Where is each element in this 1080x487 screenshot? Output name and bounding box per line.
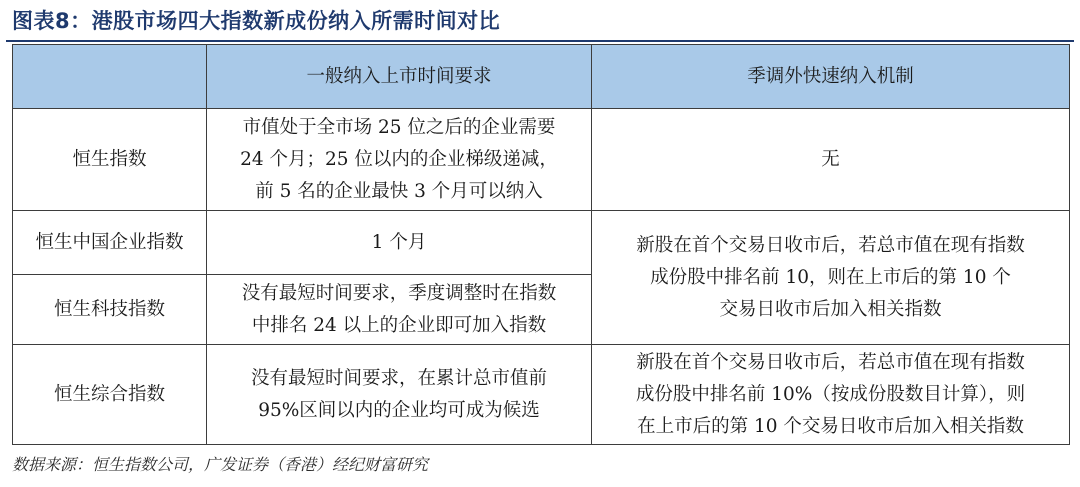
requirement-line: 没有最短时间要求，季度调整时在指数 <box>241 282 557 304</box>
index-name-cell: 恒生科技指数 <box>13 275 207 345</box>
fast-track-line: 交易日收市后加入相关指数 <box>719 298 942 320</box>
header-cell-fast-track: 季调外快速纳入机制 <box>592 45 1070 109</box>
requirement-line: 中排名 24 以上的企业即可加入指数 <box>251 314 547 336</box>
index-name-cell: 恒生指数 <box>13 109 207 211</box>
requirement-cell <box>207 345 592 445</box>
fast-track-line: 成份股中排名前 10，则在上市后的第 10 个 <box>650 266 1011 288</box>
fast-track-line: 在上市后的第 10 个交易日收市后加入相关指数 <box>637 415 1024 437</box>
title-divider <box>6 40 1074 42</box>
fast-track-line: 无 <box>821 148 840 170</box>
requirement-line: 市值处于全市场 25 位之后的企业需要 <box>242 116 556 138</box>
table-header-row <box>13 45 1070 109</box>
index-name-cell: 恒生中国企业指数 <box>13 211 207 275</box>
fast-track-cell <box>592 109 1070 211</box>
fast-track-line: 新股在首个交易日收市后，若总市值在现有指数 <box>636 351 1025 373</box>
source-note: 数据来源：恒生指数公司，广发证券（香港）经纪财富研究 <box>12 455 429 474</box>
requirement-line: 95%区间以内的企业均可成为候选 <box>258 399 540 421</box>
figure-title: 图表8：港股市场四大指数新成份纳入所需时间对比 <box>12 9 501 33</box>
requirement-cell <box>207 211 592 275</box>
fast-track-cell <box>592 345 1070 445</box>
index-comparison-table <box>12 44 1070 445</box>
header-cell-index <box>13 45 207 109</box>
requirement-cell <box>207 275 592 345</box>
requirement-cell <box>207 109 592 211</box>
requirement-line: 24 个月；25 位以内的企业梯级递减， <box>240 148 558 170</box>
requirement-line: 没有最短时间要求，在累计总市值前 <box>250 367 547 389</box>
requirement-line: 1 个月 <box>371 231 427 253</box>
header-cell-requirement: 一般纳入上市时间要求 <box>207 45 592 109</box>
table-row-hscei <box>13 211 1070 275</box>
requirement-line: 前 5 名的企业最快 3 个月可以纳入 <box>255 180 543 202</box>
table-row-hsi <box>13 109 1070 211</box>
table-row-hsci <box>13 345 1070 445</box>
fast-track-line: 新股在首个交易日收市后，若总市值在现有指数 <box>636 234 1025 256</box>
index-name-cell: 恒生综合指数 <box>13 345 207 445</box>
fast-track-cell-shared <box>592 211 1070 345</box>
fast-track-line: 成份股中排名前 10%（按成份股数目计算），则 <box>635 383 1026 405</box>
